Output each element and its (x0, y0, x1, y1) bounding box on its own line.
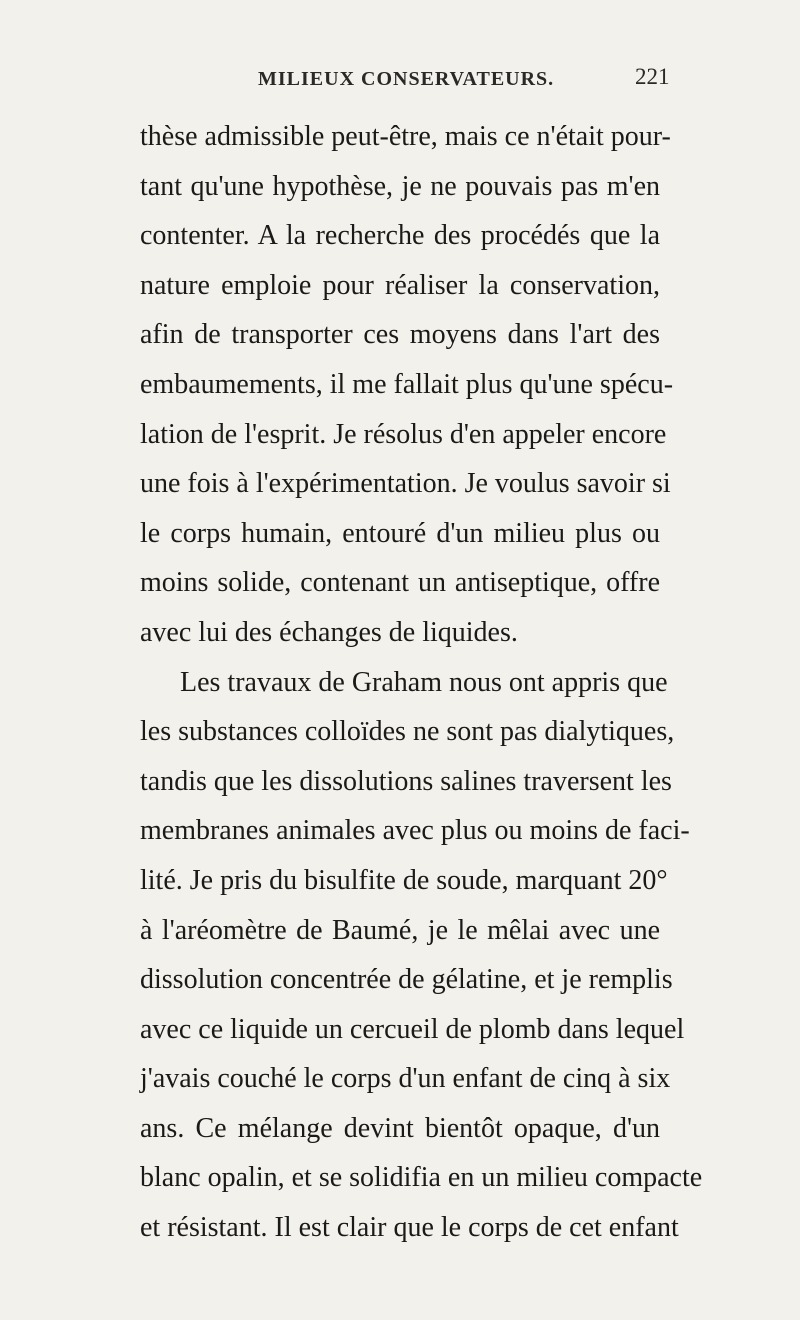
text-line: lation de l'esprit. Je résolus d'en appeler encore (140, 418, 667, 450)
text-line: nature emploie pour réaliser la conservation, (140, 269, 660, 301)
body-text (140, 112, 703, 1253)
text-line: lité. Je pris du bisulfite de soude, marquant 20° (140, 864, 668, 896)
text-line: tandis que les dissolutions salines traversent les (140, 765, 672, 797)
text-line: les substances colloïdes ne sont pas dialytiques, (140, 716, 675, 748)
text-line: tant qu'une hypothèse, je ne pouvais pas m'en (140, 170, 660, 202)
text-line: une fois à l'expérimentation. Je voulus savoir si (140, 468, 671, 500)
text-line: afin de transporter ces moyens dans l'art des (140, 319, 660, 351)
text-line: avec lui des échanges de liquides. (140, 616, 518, 648)
text-line: et résistant. Il est clair que le corps de cet enfant (140, 1212, 679, 1244)
text-line: Les travaux de Graham nous ont appris que (180, 666, 668, 698)
text-line: avec ce liquide un cercueil de plomb dans lequel (140, 1013, 685, 1045)
text-line: j'avais couché le corps d'un enfant de cinq à six (140, 1063, 671, 1095)
text-line: moins solide, contenant un antiseptique, offre (140, 567, 660, 599)
text-line: le corps humain, entouré d'un milieu plus ou (140, 517, 660, 549)
text-line: dissolution concentrée de gélatine, et je remplis (140, 964, 673, 996)
running-head: MILIEUX CONSERVATEURS. (258, 68, 555, 90)
text-line: thèse admissible peut-être, mais ce n'était pour- (140, 121, 671, 152)
text-line: à l'aréomètre de Baumé, je le mêlai avec une (140, 914, 660, 946)
text-line: ans. Ce mélange devint bientôt opaque, d'un (140, 1112, 660, 1144)
text-line: blanc opalin, et se solidifia en un milieu compacte (140, 1162, 703, 1194)
text-line: contenter. A la recherche des procédés que la (140, 220, 660, 252)
text-line: embaumements, il me fallait plus qu'une spécu- (140, 368, 674, 400)
page-number: 221 (635, 64, 670, 89)
text-line: membranes animales avec plus ou moins de faci- (140, 815, 690, 847)
